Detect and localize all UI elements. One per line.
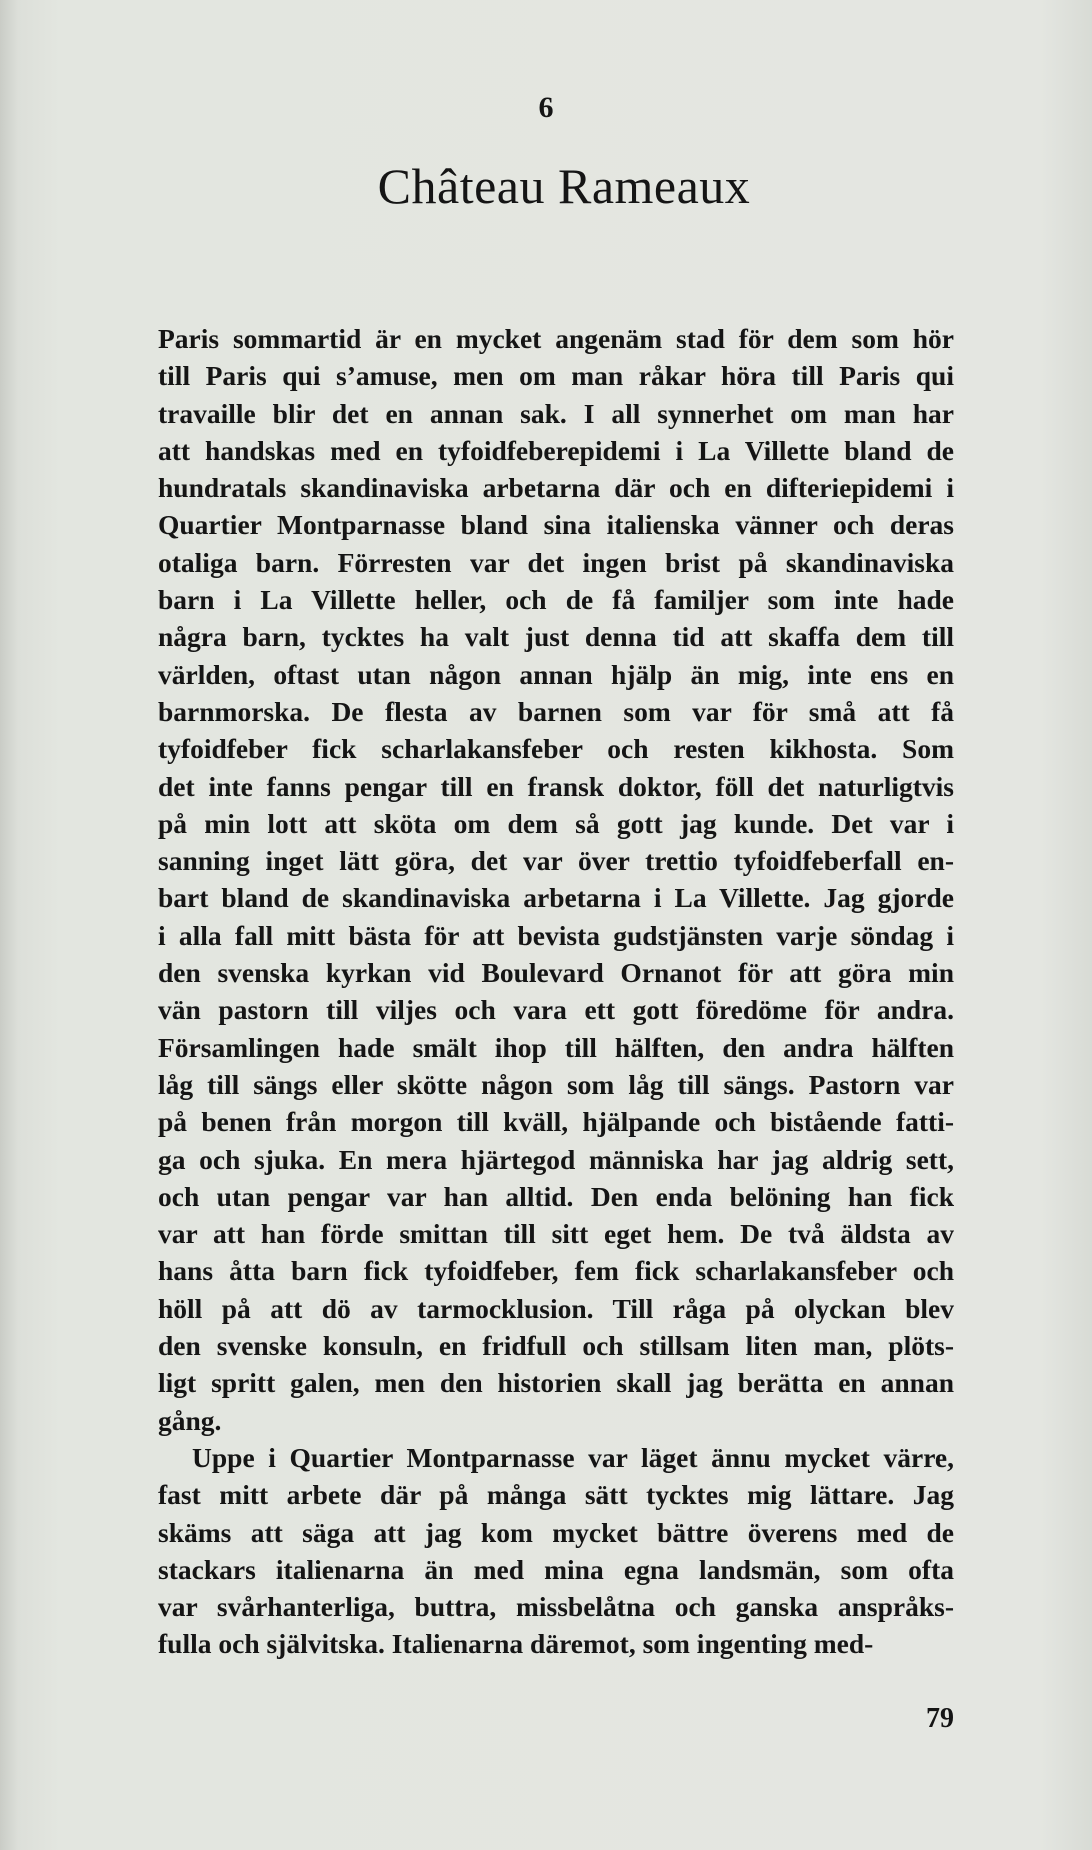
text-line: till Paris qui s’amuse, men om man råkar höra till Paris qui <box>158 360 954 392</box>
chapter-title: Château Rameaux <box>377 158 751 214</box>
text-line: att handskas med en tyfoidfeberepidemi i La Villette bland de <box>158 434 954 466</box>
text-line: Paris sommartid är en mycket angenäm stad för dem som hör <box>158 323 954 354</box>
text-line: den svenske konsuln, en fridfull och stillsam liten man, plöts- <box>158 1330 954 1362</box>
text-line: Quartier Montparnasse bland sina italienska vänner och deras <box>158 509 954 541</box>
text-line: ga och sjuka. En mera hjärtegod människa har jag aldrig sett, <box>158 1143 954 1175</box>
text-line: skäms att säga att jag kom mycket bättre överens med de <box>158 1516 954 1548</box>
text-line: tyfoidfeber fick scharlakansfeber och resten kikhosta. Som <box>158 733 954 765</box>
text-line: stackars italienarna än med mina egna landsmän, som ofta <box>158 1553 954 1585</box>
text-line: barn i La Villette heller, och de få familjer som inte hade <box>158 584 954 616</box>
text-line: några barn, tycktes ha valt just denna tid att skaffa dem till <box>158 621 954 653</box>
chapter-number: 6 <box>538 91 554 124</box>
text-line: Församlingen hade smält ihop till hälften, den andra hälften <box>158 1031 954 1063</box>
text-line: på min lott att sköta om dem så gott jag kunde. Det var i <box>158 807 954 839</box>
text-line: fast mitt arbete där på många sätt tycktes mig lättare. Jag <box>158 1479 954 1511</box>
text-line: i alla fall mitt bästa för att bevista gudstjänsten varje söndag i <box>158 919 954 951</box>
text-line: var att han förde smittan till sitt eget hem. De två äldsta av <box>158 1218 954 1250</box>
page-number: 79 <box>926 1703 954 1734</box>
text-line: ligt spritt galen, men den historien skall jag berätta en annan <box>158 1367 954 1399</box>
text-line: höll på att dö av tarmocklusion. Till råga på olyckan blev <box>158 1292 954 1324</box>
text-line: hans åtta barn fick tyfoidfeber, fem fick scharlakansfeber och <box>158 1255 954 1287</box>
text-line: Uppe i Quartier Montparnasse var läget ännu mycket värre, <box>192 1441 954 1473</box>
text-line: världen, oftast utan någon annan hjälp än mig, inte ens en <box>158 658 954 690</box>
text-line: var svårhanterliga, buttra, missbelåtna och ganska anspråks- <box>158 1591 954 1623</box>
text-line: otaliga barn. Förresten var det ingen brist på skandinaviska <box>158 546 954 578</box>
text-line: travaille blir det en annan sak. I all synnerhet om man har <box>158 397 954 429</box>
text-line: gång. <box>158 1404 222 1436</box>
text-line: hundratals skandinaviska arbetarna där och en difteriepidemi i <box>158 472 954 504</box>
text-line: på benen från morgon till kväll, hjälpande och bistående fatti- <box>158 1106 954 1138</box>
text-line: bart bland de skandinaviska arbetarna i La Villette. Jag gjorde <box>158 882 954 914</box>
text-line: sanning inget lätt göra, det var över trettio tyfoidfeberfall en- <box>158 845 954 877</box>
chapter-body <box>158 320 954 1663</box>
text-line: fulla och självitska. Italienarna däremot, som ingenting med- <box>158 1628 874 1660</box>
text-line: låg till sängs eller skötte någon som låg till sängs. Pastorn var <box>158 1068 954 1100</box>
text-line: den svenska kyrkan vid Boulevard Ornanot för att göra min <box>158 957 954 989</box>
text-line: det inte fanns pengar till en fransk doktor, föll det naturligtvis <box>158 770 954 802</box>
text-line: barnmorska. De flesta av barnen som var för små att få <box>158 695 954 727</box>
text-line: vän pastorn till viljes och vara ett gott föredöme för andra. <box>158 994 954 1026</box>
text-line: och utan pengar var han alltid. Den enda belöning han fick <box>158 1180 954 1212</box>
